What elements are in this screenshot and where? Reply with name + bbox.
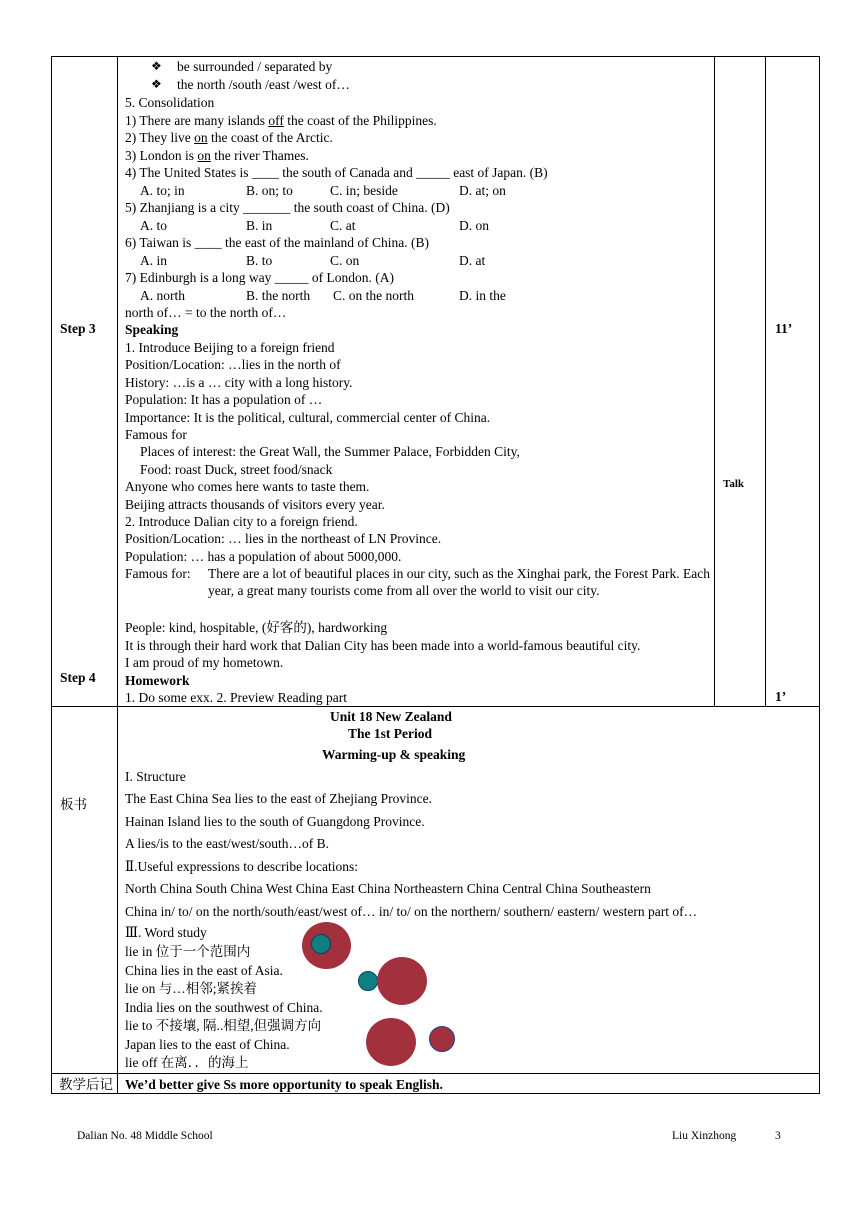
board-lie-in-example: China lies in the east of Asia. — [125, 963, 283, 978]
question-2: 2) They live on the coast of the Arctic. — [125, 130, 333, 145]
q7-option: B. the north — [246, 288, 311, 303]
speaking-1-importance: Importance: It is the political, cultural, commercial center of China. — [125, 410, 491, 425]
time-step4: 1’ — [775, 689, 787, 704]
reflection-label: 教学后记 — [59, 1077, 113, 1092]
question-1: 1) There are many islands off the coast of the Philippines. — [125, 113, 437, 128]
q6-option: D. at — [459, 253, 486, 268]
col-divider-1 — [117, 56, 118, 1094]
q6-option: A. in — [140, 253, 167, 268]
speaking-1-anyone: Anyone who comes here wants to taste them. — [125, 479, 370, 494]
row-divider-2 — [51, 1073, 820, 1074]
col-divider-2 — [714, 56, 715, 707]
speaking-1-position: Position/Location: …lies in the north of — [125, 357, 341, 372]
time-step3: 11’ — [775, 321, 793, 336]
footer-school: Dalian No. 48 Middle School — [77, 1130, 213, 1142]
col-divider-3 — [765, 56, 766, 707]
bullet-text-2: the north /south /east /west of… — [177, 77, 350, 92]
question-3: 3) London is on the river Thames. — [125, 148, 309, 163]
speaking-2-famous-text: There are a lot of beautiful places in our city, such as the Xinghai park, the Forest Park. Each year, a great many tourists come from all over the world to visit our city. — [208, 566, 710, 598]
q4-option: B. on; to — [246, 183, 293, 198]
q4-option: A. to; in — [140, 183, 185, 198]
lie-in-small-circle — [311, 934, 331, 954]
speaking-2-famous-label: Famous for: — [125, 566, 191, 581]
board-regions-2: China in/ to/ on the north/south/east/west of… in/ to/ on the northern/ southern/ eastern/ western part of… — [125, 904, 698, 919]
lie-on-big-circle — [377, 957, 427, 1005]
board-example-3: A lies/is to the east/west/south…of B. — [125, 836, 329, 851]
board-title-topic: Warming-up & speaking — [322, 747, 466, 762]
q5-option: A. to — [140, 218, 167, 233]
bullet-text-1: be surrounded / separated by — [177, 59, 333, 74]
board-lie-to-example: Japan lies to the east of China. — [125, 1037, 290, 1052]
q7-option: A. north — [140, 288, 185, 303]
speaking-2-people: People: kind, hospitable, (好客的), hardworking — [125, 620, 388, 635]
q5-option: B. in — [246, 218, 273, 233]
consolidation-title: 5. Consolidation — [125, 95, 215, 110]
lie-on-small-circle — [358, 971, 378, 991]
speaking-1-attract: Beijing attracts thousands of visitors every year. — [125, 497, 385, 512]
reflection-text: We’d better give Ss more opportunity to speak English. — [125, 1077, 443, 1092]
q4-option: D. at; on — [459, 183, 506, 198]
q5-option: D. on — [459, 218, 489, 233]
speaking-2-population: Population: … has a population of about 5000,000. — [125, 549, 402, 564]
step-3-label: Step 3 — [60, 321, 96, 336]
row-divider-1 — [51, 706, 820, 707]
board-example-2: Hainan Island lies to the south of Guangdong Province. — [125, 814, 425, 829]
bullet-icon: ❖ — [151, 77, 162, 91]
homework-text: 1. Do some exx. 2. Preview Reading part — [125, 690, 347, 705]
speaking-2-position: Position/Location: … lies in the northeast of LN Province. — [125, 531, 442, 546]
speaking-1-food: Food: roast Duck, street food/snack — [140, 462, 333, 477]
speaking-1: 1. Introduce Beijing to a foreign friend — [125, 340, 335, 355]
board-example-1: The East China Sea lies to the east of Zhejiang Province. — [125, 791, 433, 806]
question-4: 4) The United States is ____ the south of Canada and _____ east of Japan. (B) — [125, 165, 548, 180]
board-title-unit: Unit 18 New Zealand — [330, 709, 452, 724]
bullet-icon: ❖ — [151, 59, 162, 73]
question-5: 5) Zhanjiang is a city _______ the south coast of China. (D) — [125, 200, 450, 215]
speaking-1-population: Population: It has a population of … — [125, 392, 323, 407]
q7-option: C. on the north — [333, 288, 414, 303]
board-lie-off: lie off 在离．．的海上 — [125, 1055, 249, 1070]
speaking-1-history: History: …is a … city with a long history. — [125, 375, 353, 390]
speaking-1-places: Places of interest: the Great Wall, the Summer Palace, Forbidden City, — [140, 444, 520, 459]
q7-option: D. in the — [459, 288, 506, 303]
question-6: 6) Taiwan is ____ the east of the mainland of China. (B) — [125, 235, 429, 250]
board-label: 板书 — [60, 797, 87, 812]
board-title-period: The 1st Period — [348, 726, 432, 741]
speaking-2: 2. Introduce Dalian city to a foreign friend. — [125, 514, 358, 529]
board-structure: I. Structure — [125, 769, 186, 784]
board-word-study: Ⅲ. Word study — [125, 925, 207, 940]
footer-author: Liu Xinzhong — [672, 1130, 737, 1142]
q7-note: north of… = to the north of… — [125, 305, 287, 320]
question-7: 7) Edinburgh is a long way _____ of London. (A) — [125, 270, 394, 285]
lie-to-big-circle — [366, 1018, 416, 1066]
speaking-2-work: It is through their hard work that Dalian City has been made into a world-famous beautiful city. — [125, 638, 641, 653]
footer-page-number: 3 — [775, 1130, 781, 1142]
activity-label: Talk — [723, 478, 745, 490]
board-regions-1: North China South China West China East China Northeastern China Central China Southeastern — [125, 881, 651, 896]
speaking-1-famous: Famous for — [125, 427, 187, 442]
q5-option: C. at — [330, 218, 356, 233]
q6-option: C. on — [330, 253, 360, 268]
board-lie-in: lie in 位于一个范围内 — [125, 944, 251, 959]
q4-option: C. in; beside — [330, 183, 398, 198]
board-lie-on-example: India lies on the southwest of China. — [125, 1000, 323, 1015]
board-useful: Ⅱ.Useful expressions to describe locations: — [125, 859, 359, 874]
board-lie-to: lie to 不接壤, 隔..相望,但强调方向 — [125, 1018, 322, 1033]
board-lie-on: lie on 与…相邻;紧挨着 — [125, 981, 257, 996]
step-4-label: Step 4 — [60, 670, 96, 685]
speaking-2-proud: I am proud of my hometown. — [125, 655, 284, 670]
speaking-title: Speaking — [125, 322, 179, 337]
homework-title: Homework — [125, 673, 190, 688]
lie-to-small-circle — [429, 1026, 455, 1052]
q6-option: B. to — [246, 253, 273, 268]
